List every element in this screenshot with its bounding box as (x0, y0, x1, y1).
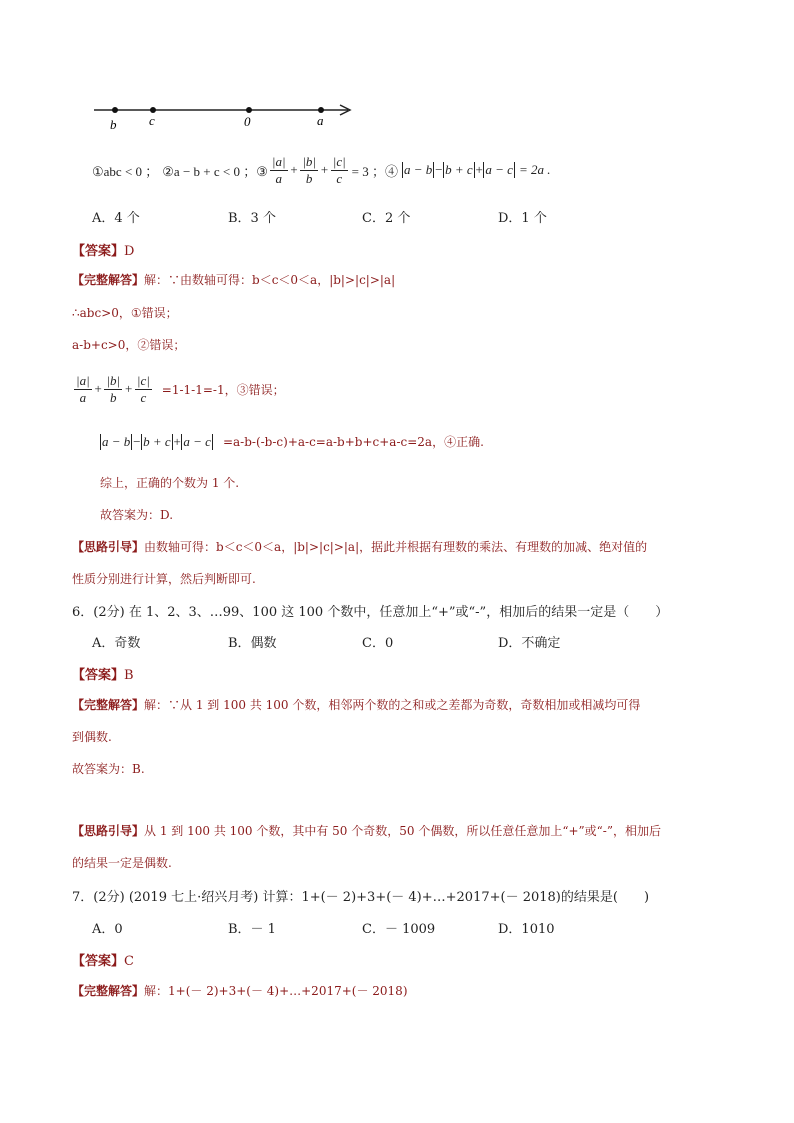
q6-option-d: D．不确定 (498, 636, 561, 651)
fraction-c-den: c (331, 170, 348, 187)
solution-tag: 【完整解答】 (72, 698, 145, 712)
plus-sign: + (93, 381, 103, 396)
q5-option-c: C．2 个 (362, 211, 411, 226)
q7-option-c: C．－ 1009 (362, 922, 436, 937)
statement-4-abs-3: a − c (485, 162, 513, 177)
solution-text: 解：1+(－ 2)+3+(－ 4)+…+2017+(－ 2018) (144, 984, 408, 998)
hint-text: 由数轴可得：b＜c＜0＜a，|b|>|c|>|a|，据此并根据有理数的乘法、有理数的加减、绝对值的 (144, 540, 648, 554)
label-a: a (317, 113, 324, 128)
fraction-b-den: b (300, 170, 318, 187)
q6-option-c: C．0 (362, 636, 394, 651)
q5-solution-line-3: a-b+c>0，②错误； (72, 338, 186, 352)
q7-answer (72, 950, 134, 969)
fraction-b (300, 154, 318, 187)
q6-hint-line-1 (72, 822, 661, 839)
label-c: c (149, 113, 155, 128)
q5-option-d: D．1 个 (498, 211, 547, 226)
q5-solution-line-1 (72, 271, 395, 288)
q7-stem: 7．(2分) (2019 七上·绍兴月考) 计算：1+(－ 2)+3+(－ 4)+…+2017+(－ 2018)的结果是( ) (72, 890, 650, 905)
fraction-b (104, 373, 122, 406)
point-b (112, 107, 118, 113)
q5-solution-line-2: ∴abc>0，①错误； (72, 306, 178, 320)
answer-tag: 【答案】 (72, 954, 125, 969)
statement-2: ②a − b + c < 0 ；③ (162, 163, 268, 179)
hint-tag: 【思路引导】 (72, 540, 145, 554)
q6-answer (72, 664, 134, 683)
answer-tag: 【答案】 (72, 668, 125, 683)
abs-b-plus-c: b + c (143, 433, 171, 449)
solution-text: 解：∵从 1 到 100 共 100 个数，相邻两个数的之和或之差都为奇数，奇数相加或相减均可得 (144, 698, 641, 712)
q5-solution-line-7: 故答案为：D. (100, 508, 174, 522)
q5-solution-line-4 (72, 366, 285, 412)
fraction-a-den: a (74, 389, 92, 406)
q5-solution-line-6: 综上，正确的个数为 1 个. (100, 476, 240, 490)
solution-text: 解：∵由数轴可得：b＜c＜0＜a，|b|>|c|>|a| (144, 273, 396, 287)
plus-sign: + (124, 381, 133, 396)
fraction-c-num: |c| (136, 372, 150, 388)
q6-hint-line-2: 的结果一定是偶数. (72, 856, 172, 870)
fraction-b-num: |b| (106, 372, 121, 388)
statement-4-abs-1: a − b (404, 162, 433, 177)
answer-value: B (124, 668, 134, 683)
plus-sign: + (289, 162, 299, 177)
solution-line-4-rest: =1-1-1=-1，③错误； (161, 382, 285, 397)
fraction-c-den: c (135, 389, 152, 406)
statement-4-eq: = 2a . (518, 162, 551, 177)
q5-solution-line-5 (100, 433, 484, 450)
fraction-a-den: a (270, 170, 288, 187)
hint-tag: 【思路引导】 (72, 824, 145, 838)
q7-solution-line-1 (72, 982, 408, 999)
q5-hint-line-2: 性质分别进行计算，然后判断即可. (72, 572, 256, 586)
q6-option-a: A．奇数 (92, 636, 141, 651)
label-b: b (110, 117, 117, 132)
q7-option-d: D．1010 (498, 922, 555, 937)
plus-sign: + (474, 162, 484, 177)
answer-tag: 【答案】 (72, 244, 125, 259)
minus-sign: − (434, 162, 444, 177)
q6-solution-line-2: 到偶数. (72, 730, 112, 744)
hint-text: 从 1 到 100 共 100 个数，其中有 50 个奇数，50 个偶数，所以任意任意加上“+”或“-”，相加后 (144, 824, 661, 838)
q6-solution-line-3: 故答案为：B. (72, 762, 145, 776)
plus-sign: + (319, 162, 329, 177)
minus-sign: − (132, 433, 142, 449)
fraction-a-num: |a| (271, 153, 286, 169)
q5-hint-line-1 (72, 538, 647, 555)
q7-option-b: B．－ 1 (228, 922, 276, 937)
fraction-b-num: |b| (302, 153, 316, 169)
statement-3-eq: = 3 ；④ (351, 163, 399, 179)
number-line-figure (90, 96, 360, 132)
fraction-c (331, 154, 348, 187)
label-zero: 0 (244, 114, 251, 129)
abs-a-minus-b: a − b (102, 433, 131, 449)
statement-4-abs-2: b + c (445, 162, 473, 177)
fraction-c-num: |c| (332, 153, 346, 169)
q5-statements (92, 147, 550, 193)
abs-a-minus-c: a − c (183, 433, 211, 449)
solution-tag: 【完整解答】 (72, 984, 145, 998)
q5-option-a: A．4 个 (92, 211, 140, 226)
q6-solution-line-1 (72, 696, 640, 713)
answer-value: D (124, 244, 135, 259)
q6-stem: 6．(2分) 在 1、2、3、…99、100 这 100 个数中，任意加上“+”或“-”，相加后的结果一定是（ ） (72, 605, 669, 620)
fraction-a (270, 154, 288, 187)
plus-sign: + (172, 433, 182, 449)
fraction-b-den: b (104, 389, 122, 406)
fraction-a (74, 373, 92, 406)
solution-line-5-rest: =a-b-(-b-c)+a-c=a-b+b+c+a-c=2a，④正确. (222, 435, 484, 449)
q5-answer (72, 240, 134, 259)
point-zero (246, 107, 252, 113)
solution-tag: 【完整解答】 (72, 273, 145, 287)
statement-1: ①abc < 0 ； (92, 163, 159, 179)
fraction-c (135, 373, 152, 406)
answer-value: C (124, 954, 134, 969)
q5-option-b: B．3 个 (228, 211, 276, 226)
q6-option-b: B．偶数 (228, 636, 277, 651)
q7-option-a: A．0 (92, 922, 123, 937)
fraction-a-num: |a| (76, 372, 90, 388)
